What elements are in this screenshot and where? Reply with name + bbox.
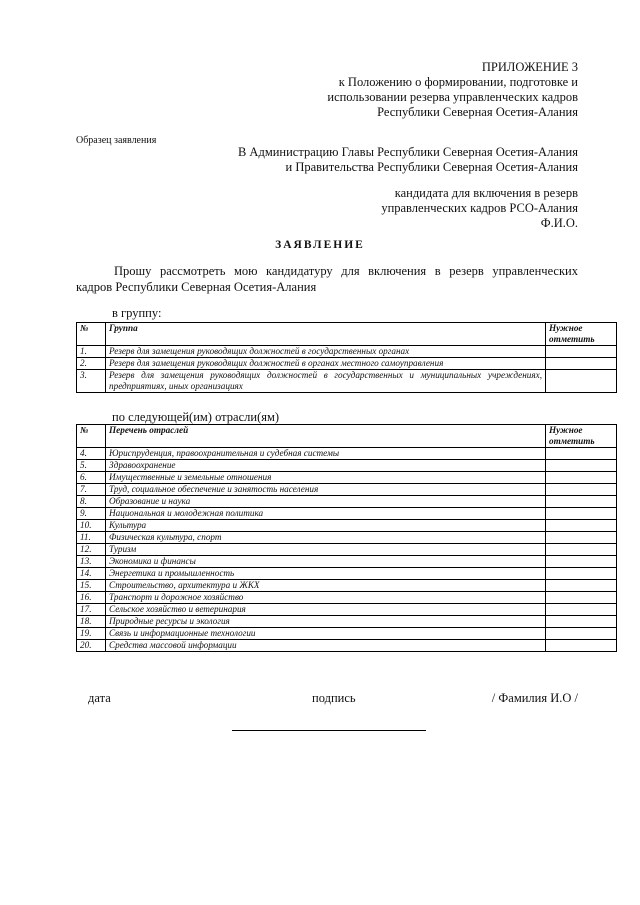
statement-paragraph [76, 263, 578, 295]
table-row [77, 556, 617, 568]
row-text: Труд, социальное обеспечение и занятость населения [106, 484, 546, 496]
appendix-line: использовании резерва управленческих кадров [327, 90, 578, 104]
signature-label: подпись [312, 691, 356, 705]
mark-cell[interactable] [546, 460, 617, 472]
mark-cell[interactable] [546, 592, 617, 604]
addressee-line: В Администрацию Главы Республики Северная Осетия-Алания [237, 145, 578, 159]
row-number: 8. [77, 496, 106, 508]
header-sector: Перечень отраслей [106, 425, 546, 448]
row-number: 12. [77, 544, 106, 556]
mark-cell[interactable] [546, 556, 617, 568]
row-text: Энергетика и промышленность [106, 568, 546, 580]
table-row [77, 544, 617, 556]
mark-cell[interactable] [546, 484, 617, 496]
row-number: 20. [77, 640, 106, 652]
date-label: дата [88, 691, 111, 705]
appendix-line: Республики Северная Осетия-Алания [377, 105, 578, 119]
table-row [77, 460, 617, 472]
header-number: № [77, 323, 106, 346]
candidate-block [381, 186, 578, 231]
mark-cell[interactable] [546, 508, 617, 520]
row-number: 3. [77, 370, 106, 393]
row-text: Имущественные и земельные отношения [106, 472, 546, 484]
row-number: 13. [77, 556, 106, 568]
name-label: / Фамилия И.О / [491, 691, 578, 705]
row-number: 11. [77, 532, 106, 544]
row-text: Здравоохранение [106, 460, 546, 472]
row-text: Экономика и финансы [106, 556, 546, 568]
appendix-header [327, 60, 578, 120]
row-number: 16. [77, 592, 106, 604]
table-row [77, 628, 617, 640]
mark-cell[interactable] [546, 520, 617, 532]
table-row [77, 640, 617, 652]
candidate-line: управленческих кадров РСО-Алания [381, 201, 578, 215]
row-text: Средства массовой информации [106, 640, 546, 652]
mark-cell[interactable] [546, 358, 617, 370]
mark-cell[interactable] [546, 370, 617, 393]
row-text: Природные ресурсы и экология [106, 616, 546, 628]
table-row [77, 484, 617, 496]
row-text: Резерв для замещения руководящих должностей в государственных органах [106, 346, 546, 358]
table-row [77, 532, 617, 544]
statement-line: кадров Республики Северная Осетия-Алания [76, 280, 317, 294]
row-number: 7. [77, 484, 106, 496]
table-header-row [77, 425, 617, 448]
row-text: Туризм [106, 544, 546, 556]
table-row [77, 580, 617, 592]
addressee-line: и Правительства Республики Северная Осетия-Алания [285, 160, 578, 174]
row-number: 15. [77, 580, 106, 592]
row-text: Юриспруденция, правоохранительная и судебная системы [106, 448, 546, 460]
appendix-title: ПРИЛОЖЕНИЕ 3 [481, 60, 578, 74]
mark-cell[interactable] [546, 496, 617, 508]
document-title: ЗАЯВЛЕНИЕ [275, 239, 365, 251]
table-row [77, 592, 617, 604]
candidate-line: кандидата для включения в резерв [394, 186, 578, 200]
table-row [77, 616, 617, 628]
mark-cell[interactable] [546, 532, 617, 544]
signature-line [232, 730, 426, 731]
mark-cell[interactable] [546, 568, 617, 580]
row-number: 9. [77, 508, 106, 520]
row-number: 17. [77, 604, 106, 616]
appendix-line: к Положению о формировании, подготовке и [338, 75, 578, 89]
group-table [76, 322, 617, 393]
row-number: 4. [77, 448, 106, 460]
row-number: 1. [77, 346, 106, 358]
addressee-block [238, 145, 578, 175]
row-text: Культура [106, 520, 546, 532]
table-row [77, 346, 617, 358]
row-text: Физическая культура, спорт [106, 532, 546, 544]
table-row [77, 448, 617, 460]
row-text: Резерв для замещения руководящих должностей в государственных и муниципальных учреждениях, предприятиях, иных организациях [106, 370, 546, 393]
row-text: Резерв для замещения руководящих должностей в органах местного самоуправления [106, 358, 546, 370]
header-mark: Нужное отметить [546, 323, 617, 346]
row-number: 5. [77, 460, 106, 472]
row-text: Транспорт и дорожное хозяйство [106, 592, 546, 604]
mark-cell[interactable] [546, 472, 617, 484]
row-text: Образование и наука [106, 496, 546, 508]
sector-label: по следующей(им) отрасли(ям) [112, 410, 280, 424]
table-header-row [77, 323, 617, 346]
statement-line: Прошу рассмотреть мою кандидатуру для включения в резерв управленческих [114, 264, 578, 278]
table-row [77, 358, 617, 370]
row-number: 14. [77, 568, 106, 580]
table-row [77, 370, 617, 393]
mark-cell[interactable] [546, 628, 617, 640]
table-row [77, 496, 617, 508]
row-text: Строительство, архитектура и ЖКХ [106, 580, 546, 592]
row-number: 10. [77, 520, 106, 532]
mark-cell[interactable] [546, 346, 617, 358]
row-text: Национальная и молодежная политика [106, 508, 546, 520]
sector-table [76, 424, 617, 652]
table-row [77, 568, 617, 580]
header-mark: Нужное отметить [546, 425, 617, 448]
mark-cell[interactable] [546, 580, 617, 592]
sample-label: Образец заявления [76, 135, 157, 146]
table-row [77, 508, 617, 520]
table-row [77, 520, 617, 532]
table-row [77, 604, 617, 616]
header-group: Группа [106, 323, 546, 346]
mark-cell[interactable] [546, 604, 617, 616]
group-label: в группу: [112, 306, 162, 320]
mark-cell[interactable] [546, 616, 617, 628]
row-text: Связь и информационные технологии [106, 628, 546, 640]
mark-cell[interactable] [546, 544, 617, 556]
row-number: 19. [77, 628, 106, 640]
row-number: 2. [77, 358, 106, 370]
row-number: 6. [77, 472, 106, 484]
row-number: 18. [77, 616, 106, 628]
mark-cell[interactable] [546, 640, 617, 652]
candidate-line: Ф.И.О. [540, 216, 578, 230]
table-row [77, 472, 617, 484]
header-number: № [77, 425, 106, 448]
row-text: Сельское хозяйство и ветеринария [106, 604, 546, 616]
mark-cell[interactable] [546, 448, 617, 460]
